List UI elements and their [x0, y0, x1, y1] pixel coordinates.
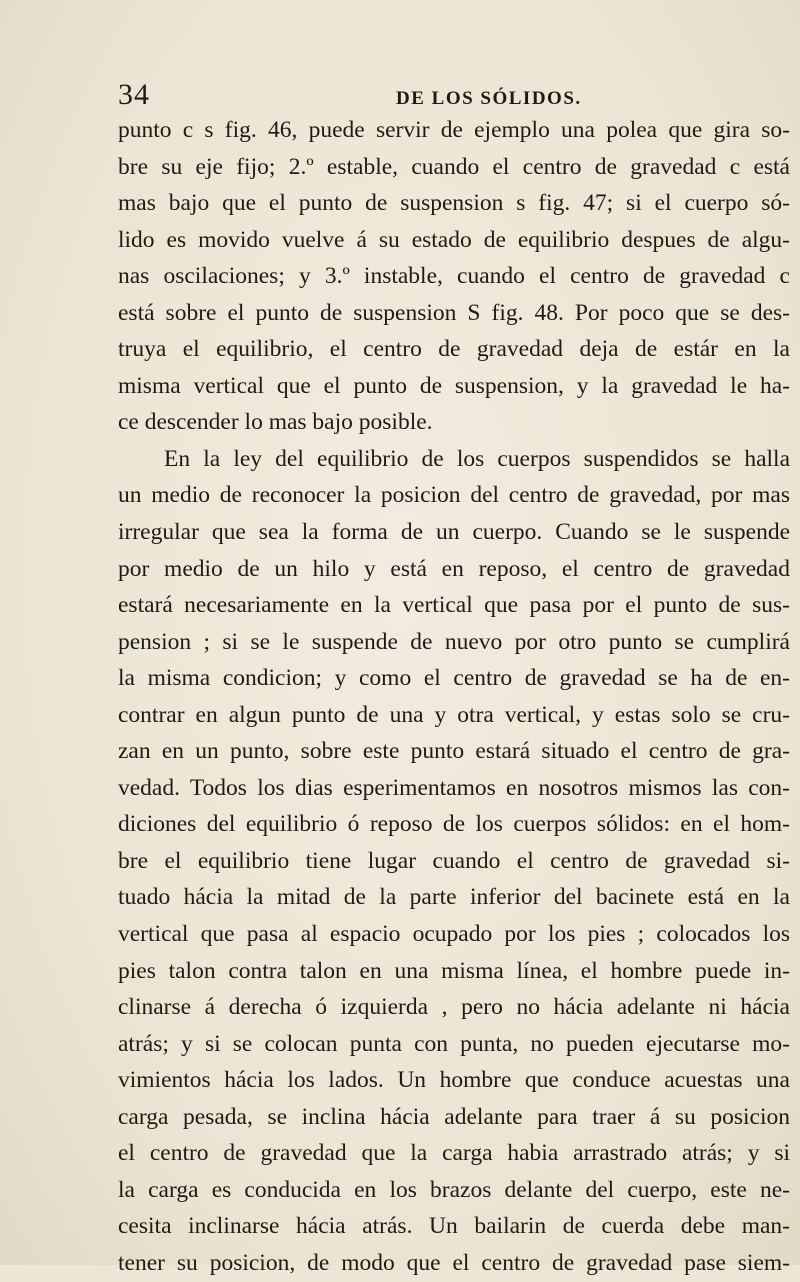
text-line: clinarse á derecha ó izquierda , pero no hácia adelante ni hácia [118, 994, 790, 1021]
text-line: cesita inclinarse hácia atrás. Un bailarin de cuerda debe man- [118, 1213, 790, 1240]
text-line: truya el equilibrio, el centro de gravedad deja de estár en la [118, 336, 790, 363]
text-line: el centro de gravedad que la carga habia arrastrado atrás; y si [118, 1140, 790, 1167]
text-line: irregular que sea la forma de un cuerpo. Cuando se le suspende [118, 519, 790, 546]
text-line: tener su posicion, de modo que el centro de gravedad pase siem- [118, 1249, 790, 1276]
text-line: vimientos hácia los lados. Un hombre que conduce acuestas una [118, 1067, 790, 1094]
text-line: diciones del equilibrio ó reposo de los cuerpos sólidos: en el hom- [118, 811, 790, 838]
text-line: bre el equilibrio tiene lugar cuando el centro de gravedad si- [118, 847, 790, 874]
text-line: un medio de reconocer la posicion del centro de gravedad, por mas [118, 482, 790, 509]
text-line: ce descender lo mas bajo posible. [118, 409, 433, 436]
text-line: misma vertical que el punto de suspension, y la gravedad le ha- [118, 372, 790, 399]
text-line: tuado hácia la mitad de la parte inferior del bacinete está en la [118, 884, 790, 911]
text-line: vedad. Todos los dias esperimentamos en nosotros mismos las con- [118, 774, 790, 801]
text-line: zan en un punto, sobre este punto estará situado el centro de gra- [118, 738, 790, 765]
running-head: DE LOS SÓLIDOS. [396, 88, 582, 109]
text-line: bre su eje fijo; 2.º estable, cuando el centro de gravedad c está [118, 153, 790, 180]
text-line: estará necesariamente en la vertical que pasa por el punto de sus- [118, 592, 790, 619]
text-line: está sobre el punto de suspension S fig. 48. Por poco que se des- [118, 299, 790, 326]
text-line: lido es movido vuelve á su estado de equilibrio despues de algu- [118, 226, 790, 253]
text-line: la misma condicion; y como el centro de gravedad se ha de en- [118, 665, 790, 692]
text-line: carga pesada, se inclina hácia adelante para traer á su posicion [118, 1103, 790, 1130]
text-line: la carga es conducida en los brazos delante del cuerpo, este ne- [118, 1176, 790, 1203]
text-line: pies talon contra talon en una misma línea, el hombre puede in- [118, 957, 790, 984]
body-text [118, 112, 790, 1282]
text-line: vertical que pasa al espacio ocupado por los pies ; colocados los [118, 921, 790, 948]
text-line: mas bajo que el punto de suspension s fig. 47; si el cuerpo só- [118, 190, 790, 217]
text-line: por medio de un hilo y está en reposo, el centro de gravedad [118, 555, 790, 582]
paragraph-first-line: En la ley del equilibrio de los cuerpos suspendidos se halla [164, 445, 790, 472]
text-line: atrás; y si se colocan punta con punta, no pueden ejecutarse mo- [118, 1030, 790, 1057]
text-line: nas oscilaciones; y 3.º instable, cuando el centro de gravedad c [118, 263, 790, 290]
text-line: punto c s fig. 46, puede servir de ejemplo una polea que gira so- [118, 117, 790, 143]
text-line: pension ; si se le suspende de nuevo por otro punto se cumplirá [118, 628, 790, 655]
text-line: contrar en algun punto de una y otra vertical, y estas solo se cru- [118, 701, 790, 728]
page-number: 34 [118, 78, 150, 111]
